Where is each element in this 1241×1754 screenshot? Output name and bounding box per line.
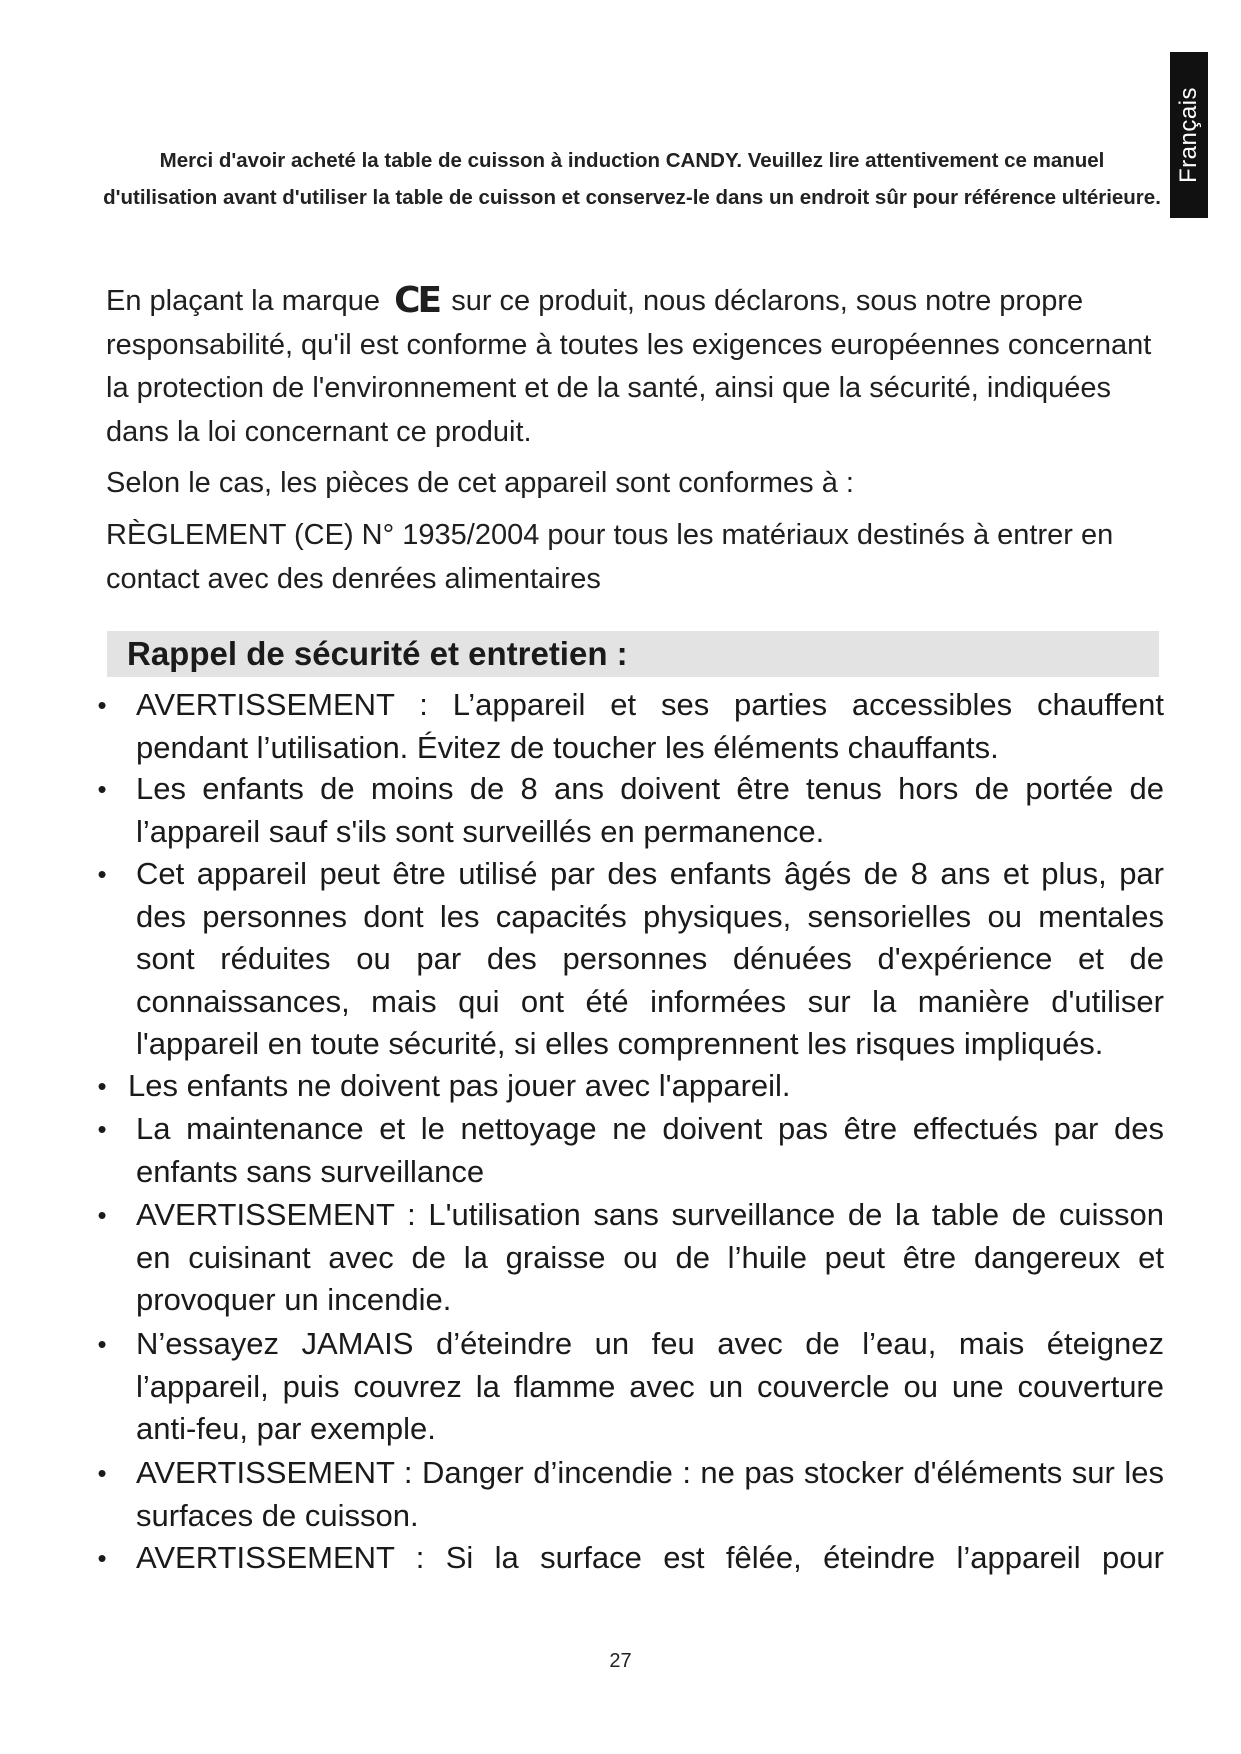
list-item-text: La maintenance et le nettoyage ne doivent pas être effectués par des enfants sans surveillance — [136, 1111, 1164, 1189]
list-item — [92, 853, 1164, 1066]
bullet-icon: • — [97, 1200, 107, 1230]
list-item — [92, 1065, 1164, 1108]
ce-mark-logo: CE — [394, 280, 440, 321]
ce-text-after: sur ce produit, nous déclarons, sous notre propre responsabilité, qu'il est conforme à toutes les exigences européennes concernant la protection de l'environnement et de la santé, ainsi que la sécurité, indiquées dans la loi concernant ce produit. — [106, 285, 1152, 448]
bullet-icon: • — [97, 1071, 107, 1101]
bullet-icon: • — [97, 774, 107, 804]
bullet-icon: • — [97, 859, 107, 889]
bullet-icon: • — [97, 1329, 107, 1359]
section-heading-bar — [107, 631, 1159, 677]
section-title: Rappel de sécurité et entretien : — [127, 635, 628, 672]
ce-declaration-paragraph — [106, 280, 1166, 454]
list-item-text: AVERTISSEMENT : Si la surface est fêlée, éteindre l’appareil pour — [136, 1540, 1164, 1575]
list-item-text: N’essayez JAMAIS d’éteindre un feu avec de l’eau, mais éteignez l’appareil, puis couvrez la flamme avec un couvercle ou une couverture anti-feu, par exemple. — [136, 1326, 1164, 1446]
page-number: 27 — [609, 1650, 632, 1672]
bullet-icon: • — [97, 690, 107, 720]
regulation-paragraph: RÈGLEMENT (CE) N° 1935/2004 pour tous les matériaux destinés à entrer en contact avec des denrées alimentaires — [106, 519, 1114, 595]
list-item-text: AVERTISSEMENT : L’appareil et ses parties accessibles chauffent pendant l’utilisation. Évitez de toucher les éléments chauffants. — [136, 687, 1164, 765]
list-item-text: Les enfants ne doivent pas jouer avec l'appareil. — [128, 1068, 791, 1103]
conformity-paragraph: Selon le cas, les pièces de cet appareil sont conformes à : — [106, 467, 854, 499]
language-tab-label: Français — [1175, 86, 1202, 184]
list-item — [92, 1194, 1164, 1322]
bullet-icon: • — [97, 1543, 107, 1573]
list-item — [92, 684, 1164, 769]
intro-paragraph: Merci d'avoir acheté la table de cuisson à induction CANDY. Veuillez lire attentivement ce manuel d'utilisation avant d'utiliser la table de cuisson et conservez-le dans un endroit sûr pour référence ultérieure. — [103, 149, 1161, 209]
list-item — [92, 1323, 1164, 1451]
list-item — [92, 1108, 1164, 1193]
ce-text-before: En plaçant la marque — [106, 285, 381, 317]
list-item-text: Les enfants de moins de 8 ans doivent être tenus hors de portée de l’appareil sauf s'ils sont surveillés en permanence. — [136, 771, 1164, 849]
bullet-icon: • — [97, 1114, 107, 1144]
language-tab — [1170, 52, 1208, 218]
list-item — [92, 1537, 1164, 1580]
list-item-text: Cet appareil peut être utilisé par des enfants âgés de 8 ans et plus, par des personnes dont les capacités physiques, sensorielles ou mentales sont réduites ou par des personnes dénuées d'expérience et de connaissances, mais qui ont été informées sur la manière d'utiliser l'appareil en toute sécurité, si elles comprennent les risques impliqués. — [136, 856, 1164, 1061]
list-item — [92, 768, 1164, 853]
list-item — [92, 1452, 1164, 1537]
list-item-text: AVERTISSEMENT : L'utilisation sans surveillance de la table de cuisson en cuisinant avec de la graisse ou de l’huile peut être dangereux et provoquer un incendie. — [136, 1197, 1164, 1317]
bullet-icon: • — [97, 1458, 107, 1488]
list-item-text: AVERTISSEMENT : Danger d’incendie : ne pas stocker d'éléments sur les surfaces de cuisson. — [136, 1455, 1164, 1533]
